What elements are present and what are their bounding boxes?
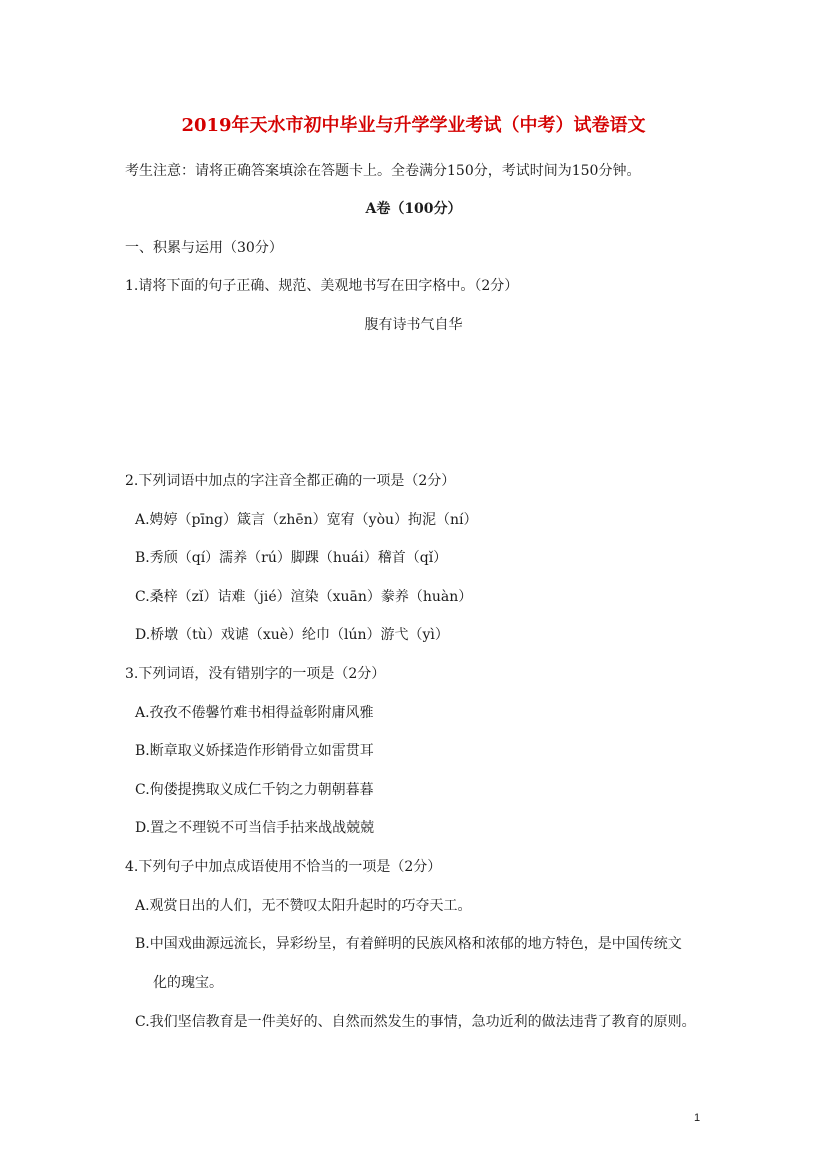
question-3-option-c: C.佝偻提携取义成仁千钧之力朝朝暮暮 xyxy=(135,782,374,798)
question-2-option-d: D.桥墩（tù）戏谑（xuè）纶巾（lún）游弋（yì） xyxy=(135,627,449,643)
question-4-option-b: B.中国戏曲源远流长，异彩纷呈，有着鲜明的民族风格和浓郁的地方特色，是中国传统文 xyxy=(135,936,682,952)
question-2-option-b: B.秀颀（qí）濡养（rú）脚踝（huái）稽首（qǐ） xyxy=(135,550,448,566)
question-1-sentence: 腹有诗书气自华 xyxy=(364,317,463,333)
question-2-option-c: C.桑梓（zǐ）诘难（jié）渲染（xuān）豢养（huàn） xyxy=(135,589,473,605)
question-4-option-b-continued: 化的瑰宝。 xyxy=(153,975,223,991)
question-3-option-d: D.置之不理锐不可当信手拈来战战兢兢 xyxy=(135,820,375,836)
exam-title: 2019年天水市初中毕业与升学学业考试（中考）试卷语文 xyxy=(181,115,646,136)
question-3-stem: 3.下列词语，没有错别字的一项是（2分） xyxy=(125,666,386,682)
part-one-heading: 一、积累与运用（30分） xyxy=(125,240,283,256)
question-4-option-c: C.我们坚信教育是一件美好的、自然而然发生的事情，急功近利的做法违背了教育的原则。 xyxy=(135,1014,696,1030)
question-2-stem: 2.下列词语中加点的字注音全都正确的一项是（2分） xyxy=(125,473,456,489)
question-3-option-a: A.孜孜不倦馨竹难书相得益彰附庸风雅 xyxy=(135,705,374,721)
exam-notice: 考生注意：请将正确答案填涂在答题卡上。全卷满分150分，考试时间为150分钟。 xyxy=(125,163,641,179)
question-2-option-a: A.娉婷（pīng）箴言（zhēn）宽宥（yòu）拘泥（ní） xyxy=(135,512,478,528)
question-4-option-a: A.观赏日出的人们，无不赞叹太阳升起时的巧夺天工。 xyxy=(135,898,472,914)
question-1-stem: 1.请将下面的句子正确、规范、美观地书写在田字格中。（2分） xyxy=(125,278,519,294)
question-4-stem: 4.下列句子中加点成语使用不恰当的一项是（2分） xyxy=(125,859,442,875)
section-a-heading: A卷（100分） xyxy=(365,201,462,217)
question-3-option-b: B.断章取义娇揉造作形销骨立如雷贯耳 xyxy=(135,743,374,759)
page-number: 1 xyxy=(694,1112,701,1124)
